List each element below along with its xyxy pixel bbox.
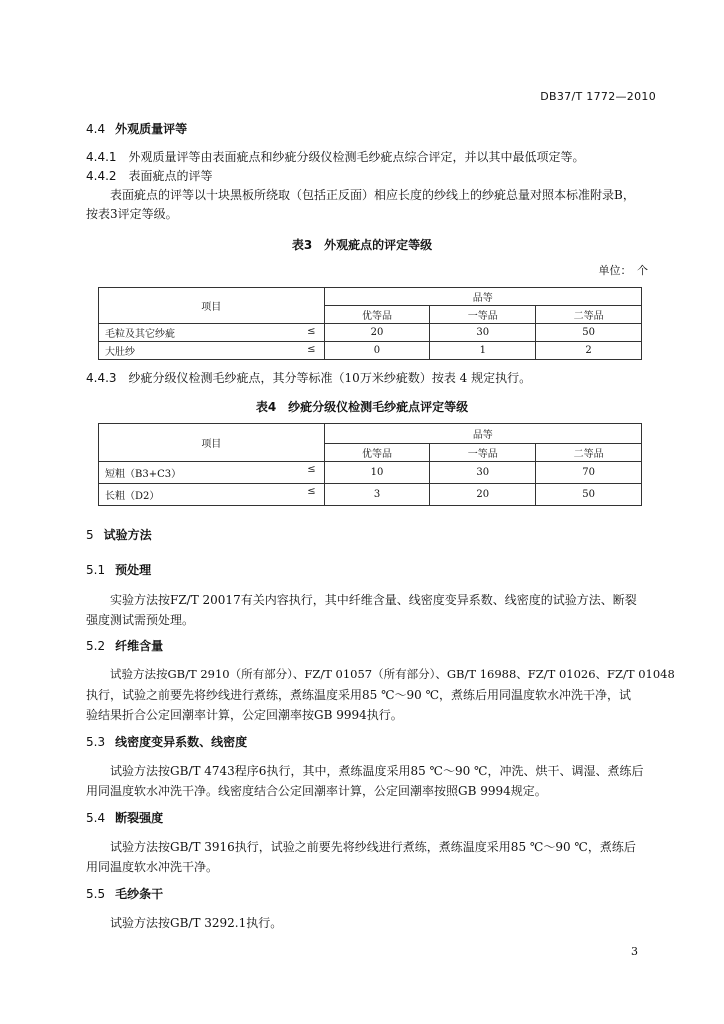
table-4-caption: 表4 纱疵分级仪检测毛纱疵点评定等级	[255, 400, 469, 414]
section-5-2-heading	[86, 637, 163, 654]
clause-text: 外观质量评等由表面疵点和纱疵分级仪检测毛纱疵点综合评定，并以其中最低项定等。	[128, 150, 585, 164]
clause-number: 4.4.3	[86, 371, 117, 385]
section-title: 外观质量评等	[115, 122, 188, 136]
section-5-5-heading	[86, 885, 163, 902]
cell-value: 70	[536, 462, 642, 484]
grade-col: 一等品	[430, 444, 536, 462]
le-symbol: ≤	[307, 464, 316, 475]
clause-4-4-1	[86, 148, 585, 165]
paragraph-line: 用同温度软水冲洗干净。线密度结合公定回潮率计算，公定回潮率按照GB 9994规定。	[86, 784, 547, 798]
cell-value: 10	[324, 462, 430, 484]
grade-col: 二等品	[536, 306, 642, 324]
paragraph-line: 强度测试需预处理。	[86, 613, 195, 627]
section-number: 5.1	[86, 563, 106, 577]
grade-col: 一等品	[430, 306, 536, 324]
cell-value: 3	[324, 484, 430, 506]
section-number: 4.4	[86, 122, 106, 136]
cell-value: 0	[324, 342, 430, 360]
clause-4-4-2	[86, 167, 213, 184]
le-symbol: ≤	[307, 486, 316, 497]
cell-value: 20	[430, 484, 536, 506]
section-number: 5	[86, 528, 94, 542]
table-row	[99, 342, 642, 360]
row-item: 大肚纱	[105, 347, 135, 358]
cell-value: 50	[536, 484, 642, 506]
row-item: 长粗（D2）	[105, 491, 160, 502]
section-5-heading	[86, 526, 152, 543]
paragraph-line: 实验方法按FZ/T 20017有关内容执行，其中纤维含量、线密度变异系数、线密度的试验方法、断裂	[110, 593, 637, 607]
section-title: 线密度变异系数、线密度	[115, 735, 248, 749]
section-title: 试验方法	[103, 528, 152, 542]
section-5-4-heading	[86, 809, 163, 826]
paragraph-line: 试验方法按GB/T 2910（所有部分）、FZ/T 01057（所有部分）、GB/T 16988、FZ/T 01026、FZ/T 01048	[110, 667, 675, 681]
table-row	[99, 484, 642, 506]
standard-number-header: DB37/T 1772—2010	[540, 90, 656, 103]
paragraph-line: 试验方法按GB/T 4743程序6执行，其中，煮练温度采用85 ℃～90 ℃，冲洗、烘干、调湿、煮练后	[110, 764, 644, 778]
section-title: 断裂强度	[115, 811, 164, 825]
grade-header: 品等	[324, 424, 641, 444]
clause-number: 4.4.1	[86, 150, 117, 164]
section-title: 毛纱条干	[115, 887, 164, 901]
le-symbol: ≤	[307, 344, 316, 355]
clause-number: 4.4.2	[86, 169, 117, 183]
clause-4-4-3	[86, 369, 531, 386]
section-number: 5.2	[86, 639, 106, 653]
section-5-1-heading	[86, 561, 151, 578]
section-4-4-heading	[86, 120, 187, 137]
paragraph-line: 按表3评定等级。	[86, 207, 178, 221]
table-3	[98, 287, 642, 360]
grade-col: 二等品	[536, 444, 642, 462]
table-row	[99, 324, 642, 342]
grade-header: 品等	[324, 288, 641, 306]
section-number: 5.5	[86, 887, 106, 901]
item-header: 项目	[99, 424, 325, 462]
cell-value: 30	[430, 324, 536, 342]
cell-value: 50	[536, 324, 642, 342]
cell-value: 20	[324, 324, 430, 342]
paragraph-line: 执行，试验之前要先将纱线进行煮练，煮练温度采用85 ℃～90 ℃，煮练后用同温度软水冲洗干净，试	[86, 688, 632, 702]
table-row	[99, 462, 642, 484]
grade-col: 优等品	[324, 306, 430, 324]
page-number: 3	[631, 945, 638, 958]
row-item: 短粗（B3+C3）	[105, 469, 182, 480]
section-title: 预处理	[115, 563, 152, 577]
row-item: 毛粒及其它纱疵	[105, 329, 175, 340]
section-number: 5.3	[86, 735, 106, 749]
paragraph-line: 试验方法按GB/T 3916执行，试验之前要先将纱线进行煮练，煮练温度采用85 ℃～90 ℃，煮练后	[110, 840, 636, 854]
paragraph-line: 验结果折合公定回潮率计算，公定回潮率按GB 9994执行。	[86, 708, 403, 722]
item-header: 项目	[99, 288, 325, 324]
table-4	[98, 423, 642, 506]
section-number: 5.4	[86, 811, 106, 825]
section-title: 纤维含量	[115, 639, 164, 653]
paragraph-line: 表面疵点的评等以十块黑板所绕取（包括正反面）相应长度的纱线上的纱疵总量对照本标准附录B，	[110, 188, 635, 202]
table-3-caption: 表3 外观疵点的评定等级	[291, 238, 433, 252]
paragraph-line: 试验方法按GB/T 3292.1执行。	[110, 916, 283, 930]
section-5-3-heading	[86, 733, 247, 750]
paragraph-line: 用同温度软水冲洗干净。	[86, 860, 219, 874]
clause-title: 表面疵点的评等	[128, 169, 213, 183]
table-3-unit: 单位： 个	[598, 264, 648, 277]
grade-col: 优等品	[324, 444, 430, 462]
clause-text: 纱疵分级仪检测毛纱疵点，其分等标准（10万米纱疵数）按表 4 规定执行。	[128, 371, 532, 385]
cell-value: 1	[430, 342, 536, 360]
cell-value: 2	[536, 342, 642, 360]
le-symbol: ≤	[307, 326, 316, 337]
cell-value: 30	[430, 462, 536, 484]
